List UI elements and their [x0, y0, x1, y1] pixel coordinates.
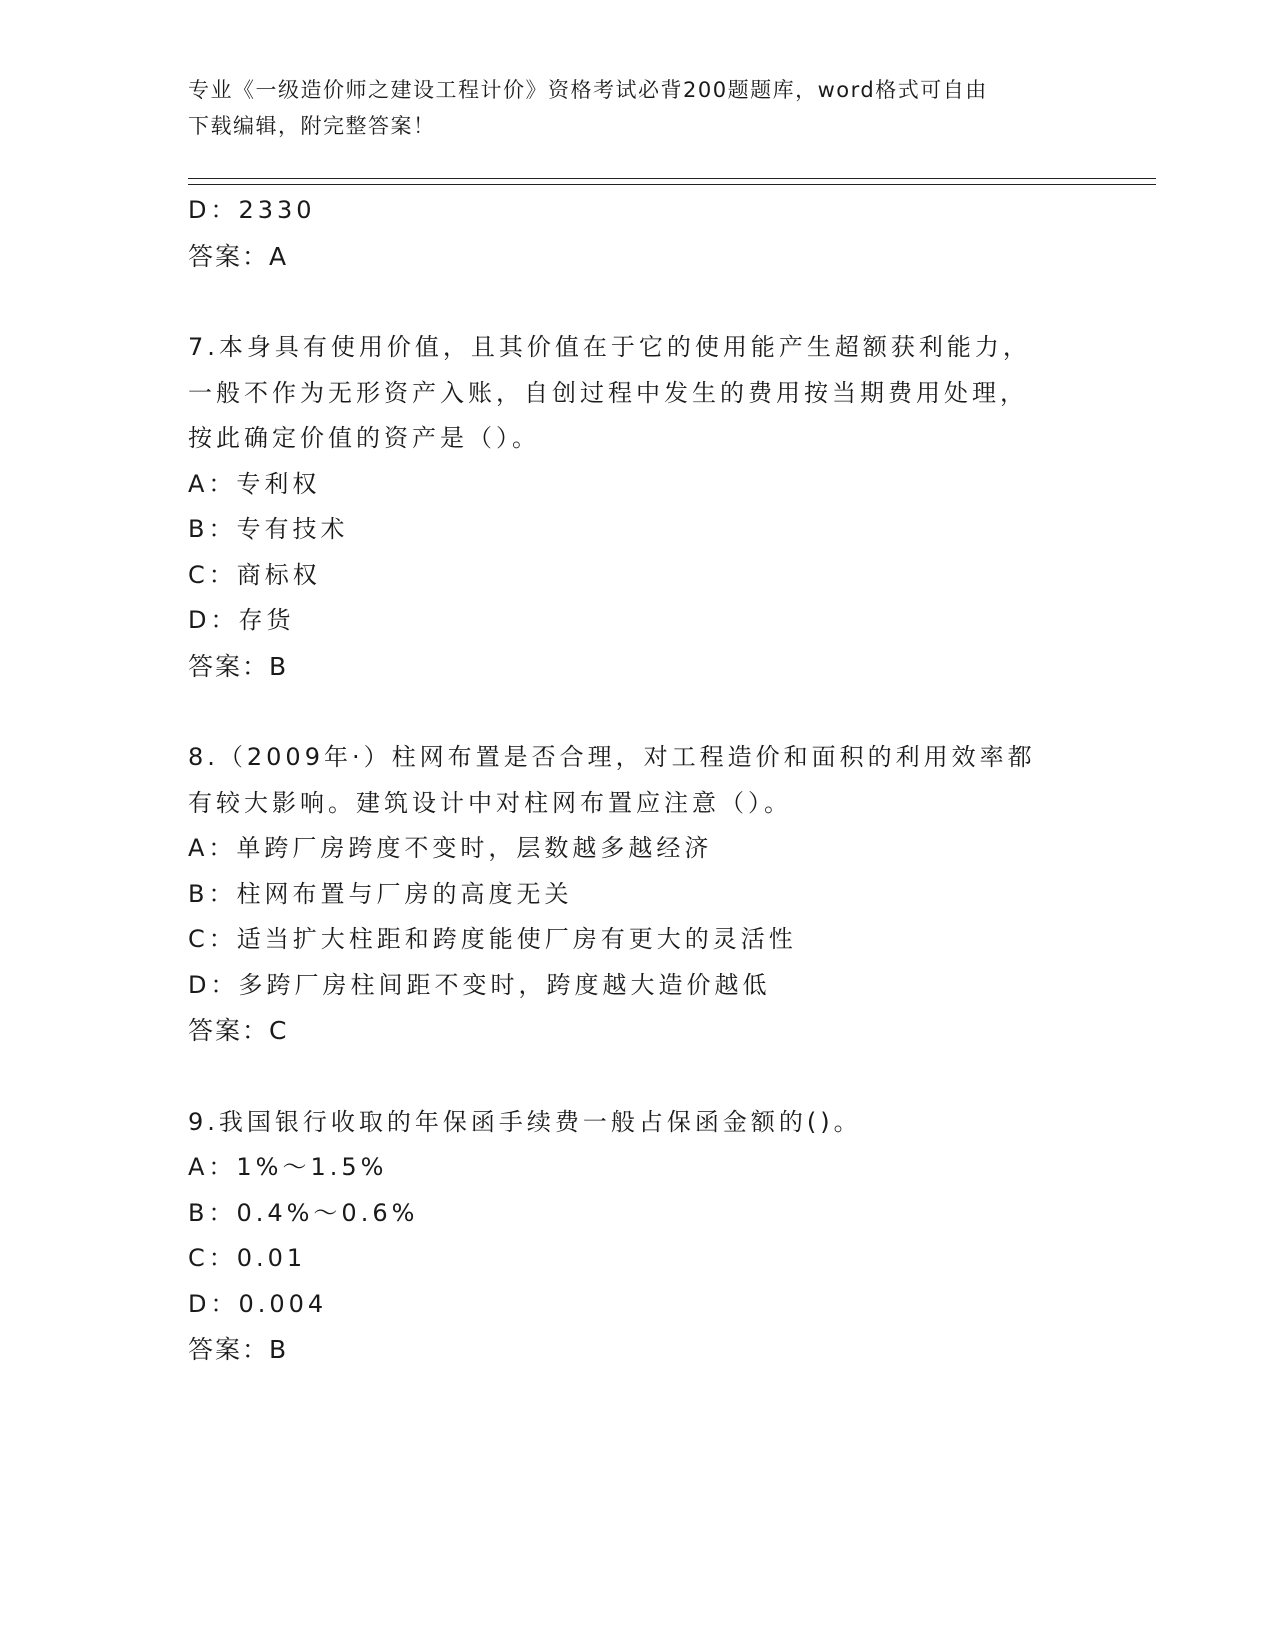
question-text-line: 一般不作为无形资产入账，自创过程中发生的费用按当期费用处理，	[188, 378, 1028, 407]
question-text-line: 按此确定价值的资产是（）。	[188, 424, 540, 452]
option-c: C：0.01	[188, 1244, 307, 1272]
question-text-line: 7.本身具有使用价值，且其价值在于它的使用能产生超额获利能力，	[188, 333, 1031, 361]
question-text-line: 9.我国银行收取的年保函手续费一般占保函金额的()。	[188, 1107, 862, 1136]
option-a: A：单跨厂房跨度不变时，层数越多越经济	[188, 834, 713, 862]
header-divider-bottom	[188, 184, 1156, 185]
header-line-2: 下载编辑，附完整答案！	[188, 114, 436, 138]
option-b: B：专有技术	[188, 515, 349, 543]
option-d: D：存货	[188, 606, 295, 634]
header-divider-top	[188, 178, 1156, 179]
option-a: A：专利权	[188, 469, 321, 498]
option-b: B：柱网布置与厂房的高度无关	[188, 879, 573, 908]
question-9	[188, 1100, 1088, 1373]
option-c: C：商标权	[188, 560, 321, 589]
answer-line: 答案：B	[188, 651, 289, 681]
header-line-1: 专业《一级造价师之建设工程计价》资格考试必背200题题库，word格式可自由	[188, 78, 988, 102]
answer-line: 答案：C	[188, 1016, 289, 1045]
option-d: D：多跨厂房柱间距不变时，跨度越大造价越低	[188, 970, 771, 999]
question-list	[188, 188, 1088, 1373]
answer-line: 答案：B	[188, 1335, 289, 1364]
question-text-line: 有较大影响。建筑设计中对柱网布置应注意（）。	[188, 788, 792, 817]
question-7	[188, 325, 1088, 689]
option-d: D：2330	[188, 196, 316, 224]
spacer	[188, 689, 1088, 735]
option-d: D：0.004	[188, 1289, 328, 1318]
option-c: C：适当扩大柱距和跨度能使厂房有更大的灵活性	[188, 925, 797, 953]
question-text-line: 8.（2009年·）柱网布置是否合理，对工程造价和面积的利用效率都	[188, 743, 1036, 771]
spacer	[188, 279, 1088, 325]
document-header	[188, 72, 1088, 144]
question-8	[188, 735, 1088, 1054]
spacer	[188, 1054, 1088, 1100]
answer-line: 答案：A	[188, 241, 289, 271]
option-a: A：1%～1.5%	[188, 1153, 388, 1181]
option-b: B：0.4%～0.6%	[188, 1198, 419, 1227]
